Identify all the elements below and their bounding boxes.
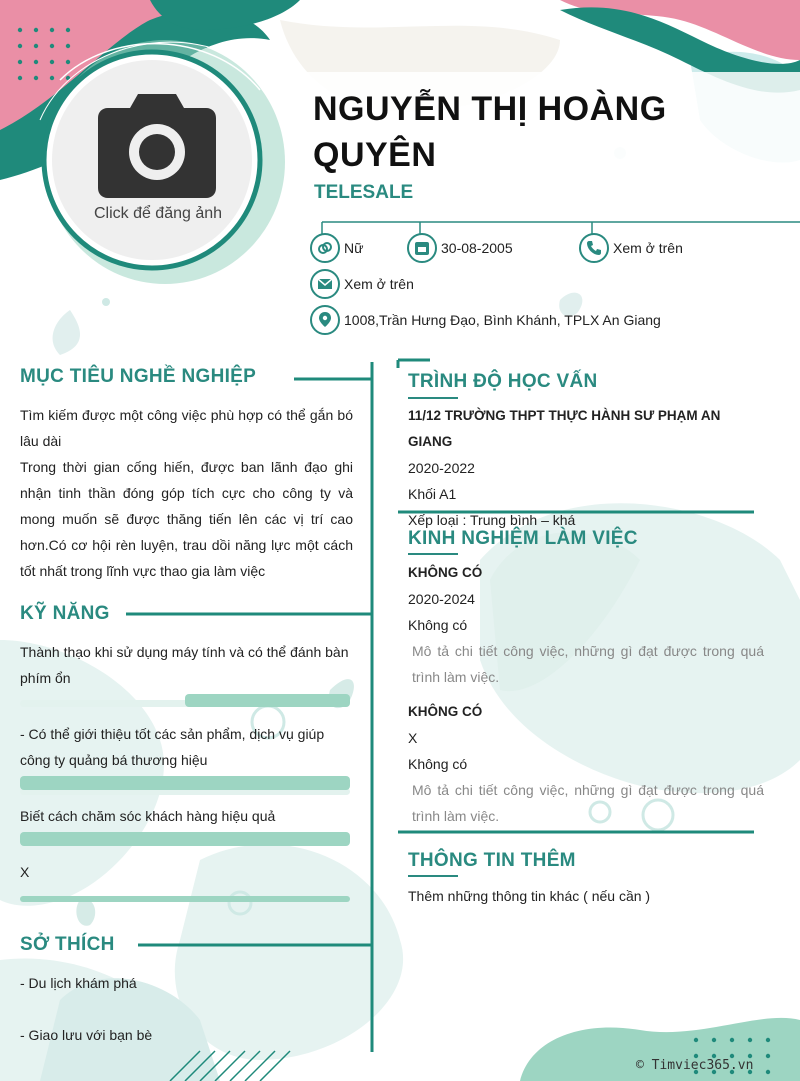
photo-upload-label: Click để đăng ảnh — [93, 205, 223, 222]
education-title: TRÌNH ĐỘ HỌC VẤN — [408, 371, 598, 392]
hobby-item: - Giao lưu với bạn bè — [20, 1027, 153, 1043]
hobby-item: - Du lịch khám phá — [20, 975, 137, 991]
job-period: 2020-2024 — [408, 591, 475, 607]
objective-title: MỤC TIÊU NGHỀ NGHIỆP — [20, 366, 257, 387]
job-position: Không có — [408, 617, 468, 633]
school-name: 11/12 TRƯỜNG THPT THỰC HÀNH SƯ PHẠM AN GIANG — [408, 408, 721, 449]
skill-item: X — [20, 864, 30, 880]
skill-item: Biết cách chăm sóc khách hàng hiệu quả — [20, 808, 276, 824]
gender-value: Nữ — [344, 240, 364, 256]
skill-bar-fill — [20, 776, 350, 790]
education-major: Khối A1 — [408, 486, 457, 502]
skill-bar-fill — [20, 896, 350, 902]
hobbies-title: SỞ THÍCH — [20, 934, 115, 955]
avatar[interactable] — [52, 60, 252, 260]
experience-title: KINH NGHIỆM LÀM VIỆC — [408, 528, 638, 549]
phone-icon — [579, 233, 609, 263]
skill-bar-fill — [20, 832, 350, 846]
camera-icon — [98, 94, 216, 198]
job-title: TELESALE — [314, 182, 414, 203]
experience-item — [408, 560, 764, 690]
skill-bar-fill — [185, 694, 350, 707]
company-name: KHÔNG CÓ — [408, 565, 483, 580]
objective-text-2: Trong thời gian cống hiến, được ban lãnh đạo ghi nhận tinh thần đóng góp tích cực cho công ty và mong muốn sẽ được thăng tiến lên các vị trí cao hơn.Có cơ hội rèn luyện, trau dồi năng lực một cách tốt nhất trong lĩnh vực thao gia làm việc — [20, 459, 353, 579]
education-section — [408, 403, 764, 533]
calendar-icon — [407, 233, 437, 263]
gender-icon — [310, 233, 340, 263]
mail-icon — [310, 269, 340, 299]
company-name: KHÔNG CÓ — [408, 704, 483, 719]
birthday-value: 30-08-2005 — [441, 240, 513, 256]
extra-info-text: Thêm những thông tin khác ( nếu cần ) — [408, 888, 651, 904]
education-period: 2020-2022 — [408, 460, 475, 476]
objective-section — [20, 402, 353, 584]
education-rank: Xếp loại : Trung bình – khá — [408, 512, 576, 528]
email-value: Xem ở trên — [344, 276, 414, 292]
address-value: 1008,Trần Hưng Đạo, Bình Khánh, TPLX An Giang — [344, 312, 661, 328]
job-position: Không có — [408, 756, 468, 772]
skill-item: Thành thạo khi sử dụng máy tính và có thể đánh bàn phím ổn — [20, 644, 349, 686]
watermark: © Timviec365.vn — [636, 1058, 754, 1073]
location-pin-icon — [310, 305, 340, 335]
job-description: Mô tả chi tiết công việc, những gì đạt được trong quá trình làm việc. — [412, 782, 764, 824]
skills-title: KỸ NĂNG — [20, 603, 110, 624]
candidate-name: NGUYỄN THỊ HOÀNG QUYÊN — [313, 90, 667, 174]
job-description: Mô tả chi tiết công việc, những gì đạt được trong quá trình làm việc. — [412, 643, 764, 685]
objective-text-1: Tìm kiếm được một công việc phù hợp có thể gắn bó lâu dài — [20, 407, 353, 449]
extra-info-title: THÔNG TIN THÊM — [408, 850, 576, 871]
experience-item — [408, 699, 764, 829]
phone-value: Xem ở trên — [613, 240, 683, 256]
job-period: X — [408, 730, 418, 746]
skill-item: - Có thể giới thiệu tốt các sản phẩm, dịch vụ giúp công ty quảng bá thương hiệu — [20, 726, 325, 768]
